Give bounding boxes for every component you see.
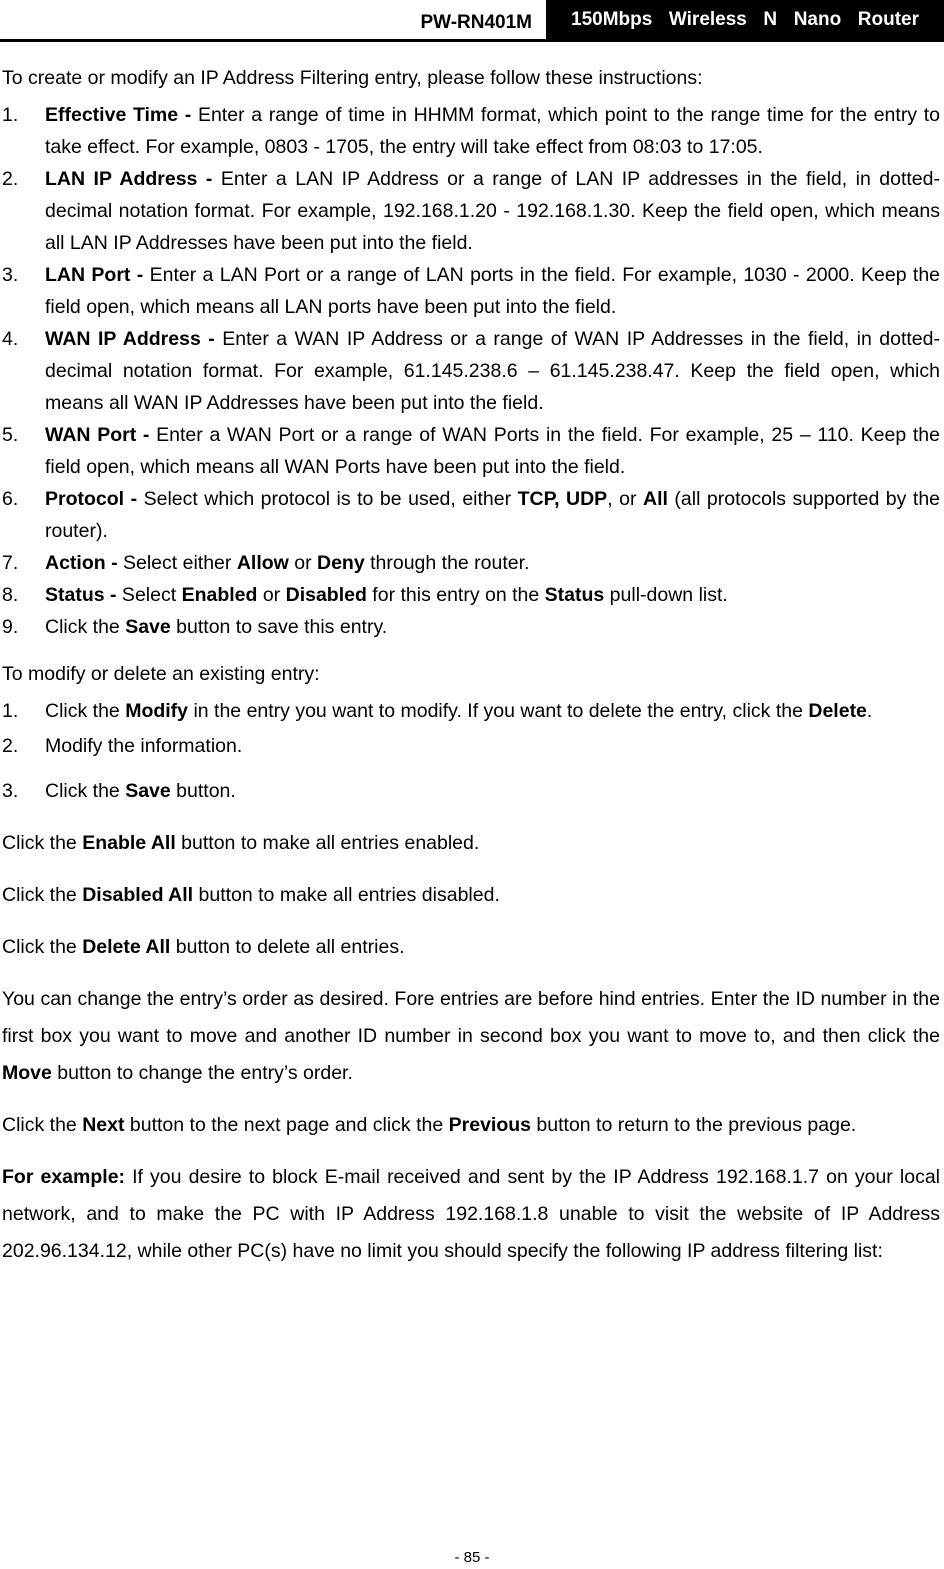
para-bold: Delete All	[82, 936, 171, 958]
item-text: Click the	[45, 700, 126, 722]
example-text	[2, 1159, 940, 1270]
modify-intro-text: To modify or delete an existing entry:	[2, 663, 320, 685]
item-text: Enter a LAN IP Address or a range of LAN IP addresses in the field, in dotted-decimal notation format. For example, 192.168.1.20 - 192.168.1.30. Keep the field open, which means all LAN IP Addresses have been put into the field.	[45, 168, 940, 254]
para-bold: Disabled All	[82, 884, 194, 906]
list-item	[2, 323, 940, 419]
item-text: , or	[607, 488, 643, 510]
item-text: Enter a range of time in HHMM format, which point to the range time for the entry to take effect. For example, 0803 - 1705, the entry will take effect from 08:03 to 17:05.	[45, 104, 940, 158]
item-bold: Delete	[808, 700, 867, 722]
para-text: Click the	[2, 884, 83, 906]
para-bold: Enable All	[82, 832, 176, 854]
para-text: button to return to the previous page.	[531, 1114, 857, 1136]
delete-all-text	[2, 929, 940, 966]
list-item	[2, 611, 940, 643]
item-text: (all protocols supported by the router).	[45, 488, 941, 542]
item-text: Enter a WAN Port or a range of WAN Ports in the field. For example, 25 – 110. Keep the field open, which means all WAN Ports have been put into the field.	[45, 424, 940, 478]
item-bold: Enabled	[181, 584, 258, 606]
page-content	[2, 62, 940, 1270]
item-number: 3.	[2, 780, 19, 802]
move-text	[2, 981, 940, 1092]
para-text: Click the	[2, 832, 83, 854]
model-name: PW-RN401M	[420, 12, 532, 33]
product-name-banner	[546, 0, 944, 39]
intro-text: To create or modify an IP Address Filtering entry, please follow these instructions:	[2, 67, 703, 89]
item-number: 2.	[2, 168, 19, 190]
item-text: .	[866, 700, 873, 722]
item-bold: Modify	[125, 700, 189, 722]
header-rule	[0, 39, 944, 42]
item-bold: TCP, UDP	[517, 488, 608, 510]
para-bold: Next	[82, 1114, 125, 1136]
item-bold: All	[642, 488, 668, 510]
item-text: through the router.	[364, 552, 530, 574]
item-text: or	[257, 584, 286, 606]
para-text: button to the next page and click the	[124, 1114, 449, 1136]
list-item	[2, 163, 940, 259]
para-bold: Move	[2, 1062, 52, 1084]
item-label: WAN Port -	[45, 424, 150, 446]
item-text: Select which protocol is to be used, either	[137, 488, 518, 510]
item-label: LAN IP Address -	[45, 168, 213, 190]
item-number: 1.	[2, 104, 19, 126]
item-bold: Deny	[317, 552, 365, 574]
disable-all-text	[2, 877, 940, 914]
list-item	[2, 727, 940, 765]
item-text: Click the	[45, 616, 126, 638]
item-number: 9.	[2, 616, 19, 638]
item-label: Action -	[45, 552, 118, 574]
enable-all-text	[2, 825, 940, 862]
item-number: 2.	[2, 735, 19, 757]
item-bold: Save	[125, 616, 171, 638]
item-text: Enter a LAN Port or a range of LAN ports in the field. For example, 1030 - 2000. Keep the field open, which means all LAN ports have been put into the field.	[45, 264, 941, 318]
para-text: Click the	[2, 1114, 83, 1136]
list-item	[2, 579, 940, 611]
para-bold: For example:	[2, 1166, 126, 1188]
list-item	[2, 765, 940, 817]
item-text: button.	[170, 780, 236, 802]
para-text: Click the	[2, 936, 83, 958]
list-item	[2, 483, 940, 547]
navigation-text	[2, 1107, 940, 1144]
para-text: button to delete all entries.	[170, 936, 405, 958]
item-text: Modify the information.	[45, 735, 243, 757]
para-text: button to change the entry’s order.	[51, 1062, 353, 1084]
item-label: Status -	[45, 584, 117, 606]
item-bold: Save	[125, 780, 171, 802]
item-text: for this entry on the	[366, 584, 545, 606]
item-text: Select either	[117, 552, 237, 574]
item-text: pull-down list.	[604, 584, 728, 606]
para-text: If you desire to block E-mail received and sent by the IP Address 192.168.1.7 on your local network, and to make the PC with IP Address 192.168.1.8 unable to visit the website of IP Address 202.96.134.12, while other PC(s) have no limit you should specify the following IP address filtering list:	[2, 1166, 940, 1262]
para-text: button to make all entries enabled.	[175, 832, 480, 854]
item-text: Select	[116, 584, 182, 606]
para-text: button to make all entries disabled.	[193, 884, 500, 906]
list-item	[2, 547, 940, 579]
item-text: button to save this entry.	[170, 616, 388, 638]
page-number: - 85 -	[454, 1549, 490, 1566]
item-label: LAN Port -	[45, 264, 144, 286]
item-text: Click the	[45, 780, 126, 802]
item-text: Enter a WAN IP Address or a range of WAN IP Addresses in the field, in dotted-decimal notation format. For example, 61.145.238.6 – 61.145.238.47. Keep the field open, which means all WAN IP Addresses have been put into the field.	[45, 328, 940, 414]
item-number: 6.	[2, 488, 19, 510]
modify-list	[2, 695, 940, 817]
item-bold: Allow	[236, 552, 289, 574]
item-text: in the entry you want to modify. If you want to delete the entry, click the	[188, 700, 809, 722]
product-name: 150Mbps Wireless N Nano Router	[571, 8, 919, 30]
list-item	[2, 419, 940, 483]
para-text: You can change the entry’s order as desired. Fore entries are before hind entries. Enter the ID number in the first box you want to move and another ID number in second box you want to move to, and then click the	[2, 988, 940, 1047]
item-label: Protocol -	[45, 488, 138, 510]
item-bold: Disabled	[285, 584, 367, 606]
list-item	[2, 99, 940, 163]
item-number: 4.	[2, 328, 19, 350]
item-number: 3.	[2, 264, 19, 286]
item-number: 8.	[2, 584, 19, 606]
item-label: WAN IP Address -	[45, 328, 215, 350]
instruction-list	[2, 99, 940, 643]
para-bold: Previous	[448, 1114, 531, 1136]
list-item	[2, 259, 940, 323]
item-text: or	[288, 552, 317, 574]
item-number: 1.	[2, 700, 19, 722]
item-number: 5.	[2, 424, 19, 446]
item-label: Effective Time -	[45, 104, 192, 126]
item-number: 7.	[2, 552, 19, 574]
item-bold: Status	[544, 584, 605, 606]
list-item	[2, 695, 940, 727]
page-header	[0, 0, 944, 42]
